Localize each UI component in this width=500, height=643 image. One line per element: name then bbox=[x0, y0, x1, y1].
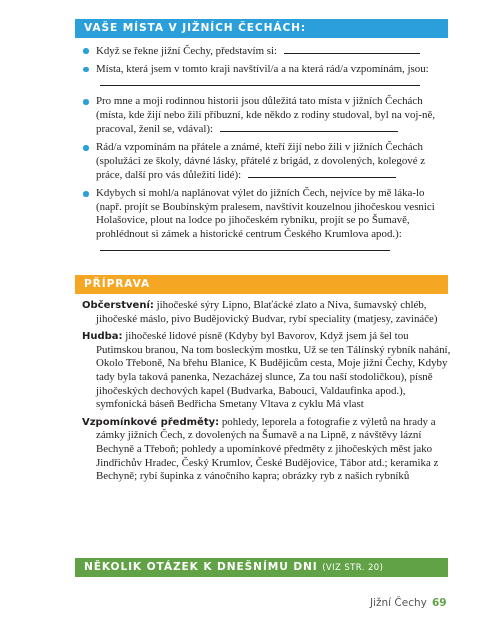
places-bullet-list bbox=[82, 44, 452, 256]
prep-text: pohledy, leporela a fotografie z výletů na hrady a zámky jižních Čech, z dovolených na Šumavě a na Lipně, z návštěvy lázní Bechyně a Třeboň; pohledy a upomínkové předměty z jihočeských měst jako Jindřichův Hradec, Český Krumlov, České Budějovice, Tábor atd.; keramika z Bechyně; rybí šupinka z vánočního kapra; obrázky ryb z našich rybníků bbox=[96, 415, 439, 483]
running-footer-title: Jižní Čechy bbox=[370, 597, 427, 609]
prep-label: Občerstvení: bbox=[82, 300, 154, 311]
bullet-text: Rád/a vzpomínám na přátele a známé, kteří žijí nebo žili v jižních Čechách (spolužáci ze školy, dávné lásky, přátelé z brigád, z dovolených, kolegové z práce, další pro vás důležití lidé): bbox=[96, 141, 426, 182]
section-heading-questions-text: NĚKOLIK OTÁZEK K DNEŠNÍMU DNI bbox=[84, 561, 318, 573]
prep-item-memorabilia bbox=[82, 416, 454, 484]
section-heading-places-text: VAŠE MÍSTA V JIŽNÍCH ČECHÁCH: bbox=[84, 22, 307, 34]
bullet-text: Když se řekne jižní Čechy, představím si: bbox=[96, 45, 278, 57]
bullet-icon bbox=[83, 191, 89, 197]
bullet-text: Kdybych si mohl/a naplánovat výlet do jižních Čech, nejvíce by mě láka-lo (např. projít se Boubínským pralesem, navštívit kouzelnou jihočeskou vesnici Holašovice, plout na lodce po jihočeském rybníku, projít se po Šumavě, prohlédnout si zámek a historické centrum Českého Krumlova apod.): bbox=[96, 187, 435, 240]
prep-list bbox=[82, 299, 454, 488]
list-item bbox=[82, 44, 452, 59]
section-heading-places bbox=[75, 19, 448, 38]
answer-line[interactable] bbox=[220, 122, 398, 132]
bullet-icon bbox=[83, 145, 89, 151]
answer-line[interactable] bbox=[100, 241, 390, 251]
bullet-icon bbox=[83, 67, 89, 73]
prep-text: jihočeské lidové písně (Kdyby byl Bavorov, Když jsem já šel tou Putimskou branou, Na tom bosleckým mostku, Už se ten Tálínský rybník nahání, Okolo Třeboně, Na břehu Blanice, K Budějicům cesta, Moje jižní Čechy, Kdyby tady byla taková panenka, Nezacházej slunce, Za tou naší stodoličkou), písně jihočeských dechových kapel (Budvarka, Babouci, Valdaufinka apod.), symfonická báseň Bedřicha Smetany Vltava z cyklu Má vlast bbox=[96, 330, 451, 411]
answer-line[interactable] bbox=[248, 168, 396, 178]
page-reference: (VIZ STR. 20) bbox=[322, 563, 384, 573]
prep-item-music bbox=[82, 330, 454, 412]
prep-item-refreshments bbox=[82, 299, 454, 326]
list-item bbox=[82, 95, 452, 137]
list-item bbox=[82, 141, 452, 183]
answer-line[interactable] bbox=[100, 76, 420, 86]
prep-label: Vzpomínkové předměty: bbox=[82, 416, 220, 428]
bullet-icon bbox=[83, 99, 89, 105]
bullet-text: Pro mne a moji rodinnou historii jsou důležitá tato místa v jižních Čechách (místa, kde žijí nebo žili příbuzní, kde někdo z rodiny studoval, byl na voj-ně, pracoval, ženil se, vdával): bbox=[96, 95, 436, 136]
prep-text: jihočeské sýry Lipno, Blaťácké zlato a Niva, šumavský chléb, jihočeské máslo, pivo Budějovický Budvar, rybí speciality (matjesy, zavináče) bbox=[96, 299, 438, 325]
list-item bbox=[82, 187, 452, 256]
section-heading-prep bbox=[75, 275, 448, 294]
prep-label: Hudba: bbox=[82, 331, 123, 343]
answer-line[interactable] bbox=[284, 44, 420, 54]
list-item bbox=[82, 63, 452, 91]
bullet-icon bbox=[83, 48, 89, 54]
section-heading-questions bbox=[75, 558, 448, 577]
page-number: 69 bbox=[432, 597, 447, 609]
section-heading-prep-text: PŘÍPRAVA bbox=[84, 278, 151, 290]
bullet-text: Místa, která jsem v tomto kraji navštívil/a a na která rád/a vzpomínám, jsou: bbox=[96, 62, 429, 75]
